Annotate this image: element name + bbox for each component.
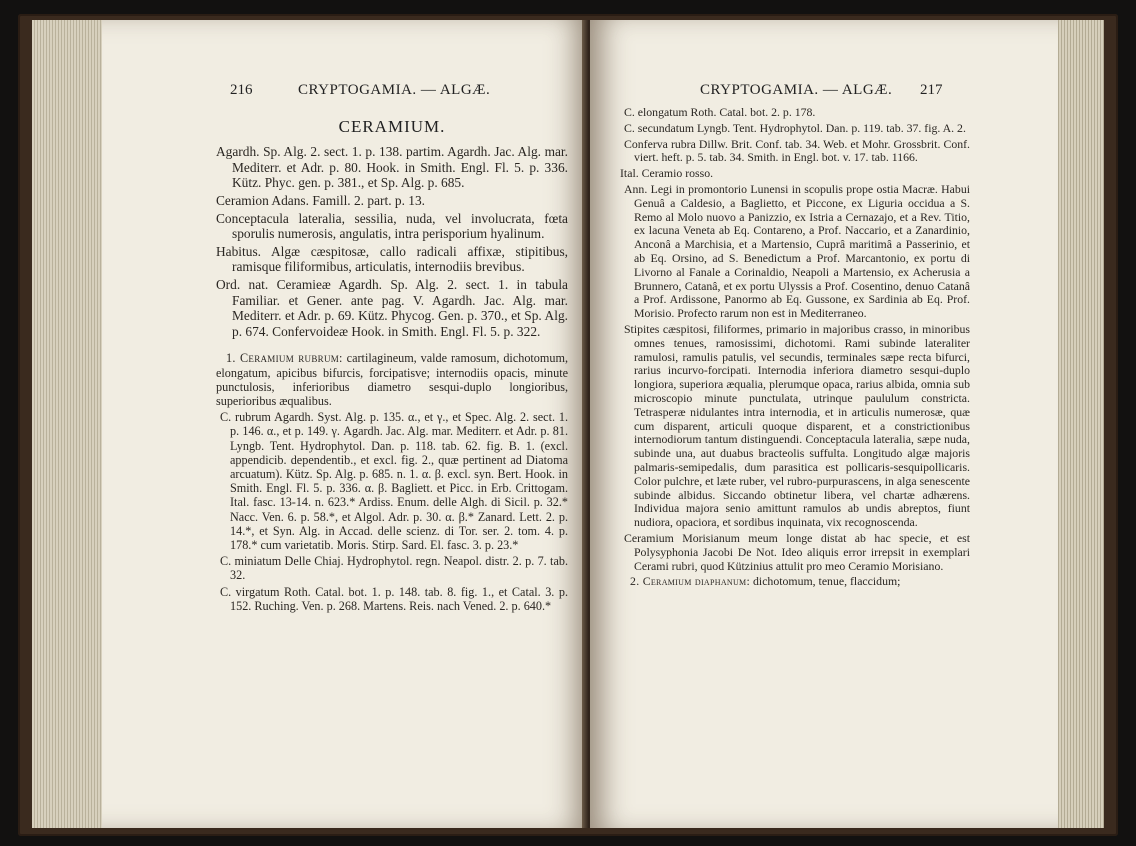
species-text: cartilagineum, valde ramosum, dichotomum, elongatum, apicibus bifurcis, forcipatisve; internodiis opacis, minute punctulosis, inferioribus diametro sesqui-duplo longioribus, superioribus æqualibus. [216, 351, 568, 408]
genus-title: CERAMIUM. [338, 117, 446, 136]
italian-name: Ital. Ceramio rosso. [620, 166, 714, 181]
description: Stipites cæspitosi, filiformes, primario in majoribus crasso, in minoribus omnes tenues, ramosissimi, dichotomi. Rami subinde lateraliter ramulosi, ramulis patulis, vel secundis, terminales sæpe recta bifurci, rarius incurvo-forcipati. Internodia inferiora diametro sesqui-duplo longiora, superiora æqualia, plerumque opaca, rarius albida, omnia sub microscopio minute punctulata, utrinque paululum constricta. Tetrasperæ nidulantes intra internodia, et in articulis numerosæ, quæ cum disparent, articuli quoque disparent, et a constrictionibus internodiorum tantum distinguendi. Conceptacula lateralia, sæpe nuda, subinde una, aut duabus bracteolis suffulta. Longitudo algæ majoris palmaris-semipedalis, dum parasitica est pollicaris-sesquipollicaris. Color pulchre, et læte ruber, vel rubro-purpurascens, in alga senescente subinde albidus. Siccando obtinetur libera, vel chartæ adhærens. Individua majora senio amittunt ramulos ab undis abreptos, fiunt nudiora, opaciora, et sordibus inquinata, vix recognoscenda. [624, 321, 970, 530]
synonym: C. miniatum Delle Chiaj. Hydrophytol. regn. Neapol. distr. 2. p. 7. tab. 32. [220, 554, 568, 583]
right-text-block [620, 106, 970, 591]
paragraph: Ceramion Adans. Famill. 2. part. p. 13. [216, 192, 426, 208]
note: Ceramium Morisianum meum longe distat ab hac specie, et est Polysyphonia Jacobi De Not. Ideo aliquis error irrepsit in exemplari Cerami rubri, quod Kützinius attulit pro meo Ceramio Morisiano. [624, 530, 970, 573]
running-head: CRYPTOGAMIA. — ALGÆ. [298, 82, 491, 98]
species-lead: 2. Ceramium diaphanum: [630, 574, 751, 589]
synonym: Conferva rubra Dillw. Brit. Conf. tab. 34. Web. et Mohr. Grossbrit. Conf. viert. heft. p. 5. tab. 34. Smith. in Engl. bot. v. 17. tab. 1166. [624, 136, 970, 165]
page-number: 216 [230, 82, 253, 98]
species-entry [620, 575, 970, 589]
left-page [102, 20, 588, 828]
paragraph: Conceptacula lateralia, sessilia, nuda, vel involucrata, fœta sporulis numerosis, angulatis, intra perisporium hyalinum. [216, 210, 568, 242]
synonym: C. secundatum Lyngb. Tent. Hydrophytol. Dan. p. 119. tab. 37. fig. A. 2. [624, 120, 966, 135]
species-lead: 1. Ceramium rubrum: [226, 351, 343, 366]
species-entry [216, 351, 568, 408]
open-book [32, 20, 1104, 828]
species-text: dichotomum, tenue, flaccidum; [750, 574, 901, 589]
right-page [590, 20, 1058, 828]
annotation: Ann. Legi in promontorio Lunensi in scopulis prope ostia Macræ. Habui Genuâ a Caldesio, a Baglietto, et Piccone, ex Liguria occidua a S. Remo al Molo nuovo a Panizzio, ex Istria a Cernazajo, et a Rev. Titio, ex lacuna Veneta ab Eq. Contareno, a Prof. Naccario, et a Zanardinio, Anconâ a Marchisia, et a Martensio, Cuprâ maritimâ a Passerinio, et ab Eq. Orsino, ad S. Benedictum a Prof. Marcantonio, ex portu di Livorno al Fanale a Corinaldio, Neapoli a Martensio, ex Acherusia a Brunnero, Catanâ, et ex portu Ulyssis a Prof. Cosentino, denuo Catanâ a Prof. Ardissone, Panormo ab Eq. Gussone, ex Sardinia ab Eq. Prof. Morisio. Profecto rarum non est in Mediterraneo. [624, 181, 970, 321]
synonym: C. rubrum Agardh. Syst. Alg. p. 135. α., et γ., et Spec. Alg. 2. sect. 1. p. 146. α., et p. 149. γ. Agardh. Jac. Alg. mar. Mediterr. et Adr. p. 81. Lyngb. Tent. Hydrophytol. Dan. p. 118. tab. 62. fig. B. 1. (excl. appendicib. dependentib., et excl. fig. 2., quæ pertinent ad Diatoma arcuatum). Kütz. Sp. Alg. p. 685. n. 1. α. β. excl. syn. Bert. Hook. in Smith. Engl. Fl. 5. p. 336. α. β. Bagliett. et Picc. in Erb. Crittogam. Ital. fasc. 13-14. n. 623.* Ardiss. Enum. delle Algh. di Sicil. p. 32.* Nacc. Ven. 6. p. 58.*, et Algol. Adr. p. 30. α. β.* Zanard. Lett. 2. p. 14.*, et Syn. Alg. in Accad. delle scienz. di Tor. ser. 2. tom. 4. p. 178.* cum varietatib. Moris. Stirp. Sard. El. fasc. 3. p. 23.* [220, 410, 568, 552]
synonym: C. elongatum Roth. Catal. bot. 2. p. 178. [624, 105, 816, 119]
left-text-block [216, 117, 568, 615]
page-edges-right [1058, 20, 1104, 828]
page-number: 217 [920, 82, 943, 98]
paragraph: Agardh. Sp. Alg. 2. sect. 1. p. 138. partim. Agardh. Jac. Alg. mar. Mediterr. et Adr. p. 80. Hook. in Smith. Engl. Fl. 5. p. 336. Kütz. Phyc. gen. p. 381., et Sp. Alg. p. 685. [216, 144, 568, 191]
paragraph: Ord. nat. Ceramieæ Agardh. Sp. Alg. 2. sect. 1. in tabula Familiar. et Gener. ante pag. V. Agardh. Jac. Alg. mar. Mediterr. et Adr. p. 69. Kütz. Phycog. Gen. p. 370., et Sp. Alg. p. 674. Confervoideæ Hook. in Smith. Engl. Fl. 5. p. 322. [216, 276, 568, 339]
synonym: C. virgatum Roth. Catal. bot. 1. p. 148. tab. 8. fig. 1., et Catal. 3. p. 152. Ruching. Ven. p. 268. Martens. Reis. nach Vened. 2. p. 640.* [220, 584, 568, 613]
paragraph: Habitus. Algæ cæspitosæ, callo radicali affixæ, stipitibus, ramisque filiformibus, articulatis, internodiis brevibus. [216, 243, 568, 275]
running-head: CRYPTOGAMIA. — ALGÆ. [700, 82, 893, 98]
page-edges-left [32, 20, 110, 828]
